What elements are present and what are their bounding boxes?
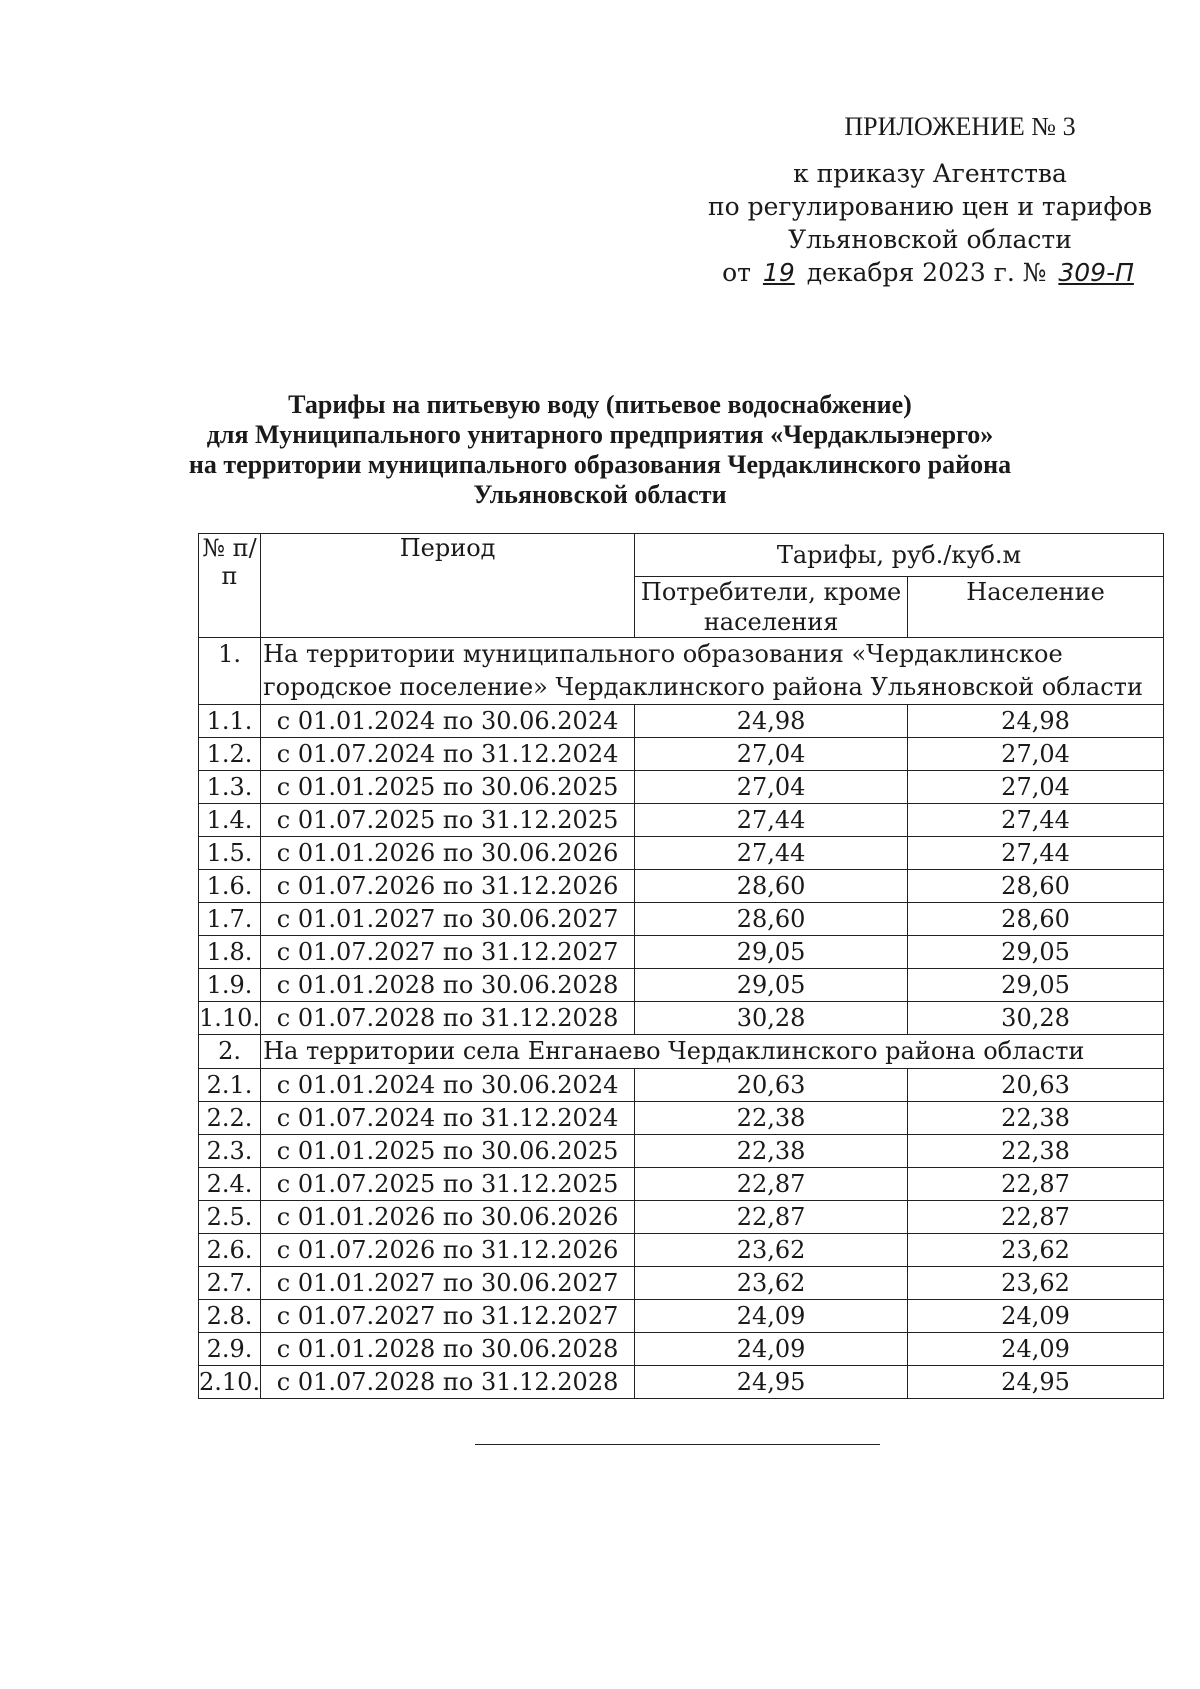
table-row — [199, 870, 1164, 903]
header-line-1: к приказу Агентства — [793, 159, 1067, 188]
row-number: 1.6. — [199, 870, 261, 903]
document-title — [160, 390, 1040, 510]
row-consumers-tariff: 30,28 — [635, 1002, 908, 1035]
row-consumers-tariff: 27,04 — [635, 771, 908, 804]
row-number: 2.3. — [199, 1135, 261, 1168]
row-population-tariff: 27,44 — [908, 837, 1164, 870]
row-number: 2.8. — [199, 1300, 261, 1333]
row-consumers-tariff: 24,09 — [635, 1333, 908, 1366]
row-population-tariff: 27,04 — [908, 771, 1164, 804]
row-population-tariff: 28,60 — [908, 903, 1164, 936]
table-row — [199, 1135, 1164, 1168]
row-population-tariff: 22,87 — [908, 1168, 1164, 1201]
handwritten-day: 19 — [762, 258, 795, 287]
row-consumers-tariff: 29,05 — [635, 969, 908, 1002]
row-number: 2.2. — [199, 1102, 261, 1135]
row-period: с 01.07.2025 по 31.12.2025 — [261, 804, 635, 837]
table-row — [199, 771, 1164, 804]
row-number: 2.1. — [199, 1069, 261, 1102]
row-consumers-tariff: 23,62 — [635, 1267, 908, 1300]
row-number: 1.5. — [199, 837, 261, 870]
date-prefix: от — [722, 258, 751, 287]
row-population-tariff: 29,05 — [908, 969, 1164, 1002]
header-num: № п/п — [199, 534, 261, 638]
row-consumers-tariff: 24,98 — [635, 705, 908, 738]
row-consumers-tariff: 27,44 — [635, 804, 908, 837]
row-number: 1.10. — [199, 1002, 261, 1035]
table-row — [199, 1002, 1164, 1035]
table-body — [199, 638, 1164, 1399]
title-line-4: Ульяновской области — [473, 480, 727, 509]
section-title: На территории муниципального образования «Чердаклинское городское поселение» Чердаклинского района Ульяновской области — [261, 638, 1164, 705]
document-header — [700, 110, 1160, 289]
row-number: 1.9. — [199, 969, 261, 1002]
header-period: Период — [261, 534, 635, 638]
closing-line — [475, 1444, 880, 1445]
row-population-tariff: 20,63 — [908, 1069, 1164, 1102]
row-population-tariff: 22,38 — [908, 1135, 1164, 1168]
row-period: с 01.07.2026 по 31.12.2026 — [261, 1234, 635, 1267]
title-line-2: для Муниципального унитарного предприятия «Чердаклыэнерго» — [206, 420, 994, 449]
table-row — [199, 1168, 1164, 1201]
row-consumers-tariff: 20,63 — [635, 1069, 908, 1102]
table-row — [199, 705, 1164, 738]
row-population-tariff: 23,62 — [908, 1234, 1164, 1267]
table-row — [199, 969, 1164, 1002]
row-period: с 01.01.2026 по 30.06.2026 — [261, 837, 635, 870]
table-row — [199, 903, 1164, 936]
header-consumers: Потребители, кроме населения — [635, 577, 908, 638]
row-period: с 01.01.2025 по 30.06.2025 — [261, 1135, 635, 1168]
row-consumers-tariff: 29,05 — [635, 936, 908, 969]
row-period: с 01.07.2025 по 31.12.2025 — [261, 1168, 635, 1201]
header-population: Население — [908, 577, 1164, 638]
header-tariffs: Тарифы, руб./куб.м — [635, 534, 1164, 577]
order-date-line — [700, 256, 1160, 289]
table-row — [199, 1366, 1164, 1399]
row-period: с 01.01.2024 по 30.06.2024 — [261, 1069, 635, 1102]
row-number: 1.8. — [199, 936, 261, 969]
row-number: 1.4. — [199, 804, 261, 837]
section-number: 1. — [199, 638, 261, 705]
row-consumers-tariff: 24,09 — [635, 1300, 908, 1333]
row-period: с 01.07.2024 по 31.12.2024 — [261, 738, 635, 771]
row-period: с 01.01.2027 по 30.06.2027 — [261, 1267, 635, 1300]
row-consumers-tariff: 27,04 — [635, 738, 908, 771]
row-period: с 01.01.2024 по 30.06.2024 — [261, 705, 635, 738]
section-number: 2. — [199, 1035, 261, 1069]
row-population-tariff: 27,44 — [908, 804, 1164, 837]
date-rest: декабря 2023 г. № — [806, 258, 1047, 287]
row-period: с 01.07.2024 по 31.12.2024 — [261, 1102, 635, 1135]
row-period: с 01.01.2026 по 30.06.2026 — [261, 1201, 635, 1234]
tariffs-table — [198, 533, 1164, 1399]
header-line-3: Ульяновской области — [788, 225, 1072, 254]
table-row — [199, 1300, 1164, 1333]
table-row — [199, 837, 1164, 870]
row-consumers-tariff: 22,38 — [635, 1102, 908, 1135]
header-line-2: по регулированию цен и тарифов — [707, 192, 1153, 221]
appendix-title: ПРИЛОЖЕНИЕ № 3 — [844, 112, 1076, 141]
row-population-tariff: 27,04 — [908, 738, 1164, 771]
table-row — [199, 1069, 1164, 1102]
row-period: с 01.01.2025 по 30.06.2025 — [261, 771, 635, 804]
row-population-tariff: 24,09 — [908, 1333, 1164, 1366]
section-row — [199, 1035, 1164, 1069]
row-number: 2.7. — [199, 1267, 261, 1300]
row-period: с 01.07.2027 по 31.12.2027 — [261, 1300, 635, 1333]
table-row — [199, 1234, 1164, 1267]
row-population-tariff: 22,87 — [908, 1201, 1164, 1234]
row-number: 1.1. — [199, 705, 261, 738]
row-period: с 01.07.2027 по 31.12.2027 — [261, 936, 635, 969]
row-number: 2.6. — [199, 1234, 261, 1267]
row-population-tariff: 24,95 — [908, 1366, 1164, 1399]
section-row — [199, 638, 1164, 705]
row-number: 2.5. — [199, 1201, 261, 1234]
row-consumers-tariff: 24,95 — [635, 1366, 908, 1399]
row-period: с 01.01.2028 по 30.06.2028 — [261, 969, 635, 1002]
table-row — [199, 1333, 1164, 1366]
table-row — [199, 1102, 1164, 1135]
row-period: с 01.01.2028 по 30.06.2028 — [261, 1333, 635, 1366]
row-number: 1.2. — [199, 738, 261, 771]
row-consumers-tariff: 22,38 — [635, 1135, 908, 1168]
row-number: 1.7. — [199, 903, 261, 936]
table-row — [199, 936, 1164, 969]
row-population-tariff: 30,28 — [908, 1002, 1164, 1035]
row-population-tariff: 24,09 — [908, 1300, 1164, 1333]
row-population-tariff: 22,38 — [908, 1102, 1164, 1135]
row-period: с 01.01.2027 по 30.06.2027 — [261, 903, 635, 936]
row-period: с 01.07.2028 по 31.12.2028 — [261, 1366, 635, 1399]
row-consumers-tariff: 22,87 — [635, 1168, 908, 1201]
row-number: 2.9. — [199, 1333, 261, 1366]
row-number: 2.4. — [199, 1168, 261, 1201]
row-consumers-tariff: 28,60 — [635, 870, 908, 903]
row-period: с 01.07.2026 по 31.12.2026 — [261, 870, 635, 903]
table-row — [199, 1201, 1164, 1234]
table-row — [199, 1267, 1164, 1300]
row-number: 2.10. — [199, 1366, 261, 1399]
row-consumers-tariff: 27,44 — [635, 837, 908, 870]
table-row — [199, 738, 1164, 771]
row-period: с 01.07.2028 по 31.12.2028 — [261, 1002, 635, 1035]
row-population-tariff: 23,62 — [908, 1267, 1164, 1300]
row-population-tariff: 24,98 — [908, 705, 1164, 738]
title-line-3: на территории муниципального образования Чердаклинского района — [188, 450, 1012, 479]
section-title: На территории села Енганаево Чердаклинского района области — [261, 1035, 1164, 1069]
handwritten-order-number: 309-П — [1058, 258, 1134, 287]
table-row — [199, 804, 1164, 837]
row-number: 1.3. — [199, 771, 261, 804]
row-population-tariff: 29,05 — [908, 936, 1164, 969]
title-line-1: Тарифы на питьевую воду (питьевое водоснабжение) — [288, 390, 912, 419]
row-population-tariff: 28,60 — [908, 870, 1164, 903]
row-consumers-tariff: 22,87 — [635, 1201, 908, 1234]
row-consumers-tariff: 23,62 — [635, 1234, 908, 1267]
row-consumers-tariff: 28,60 — [635, 903, 908, 936]
